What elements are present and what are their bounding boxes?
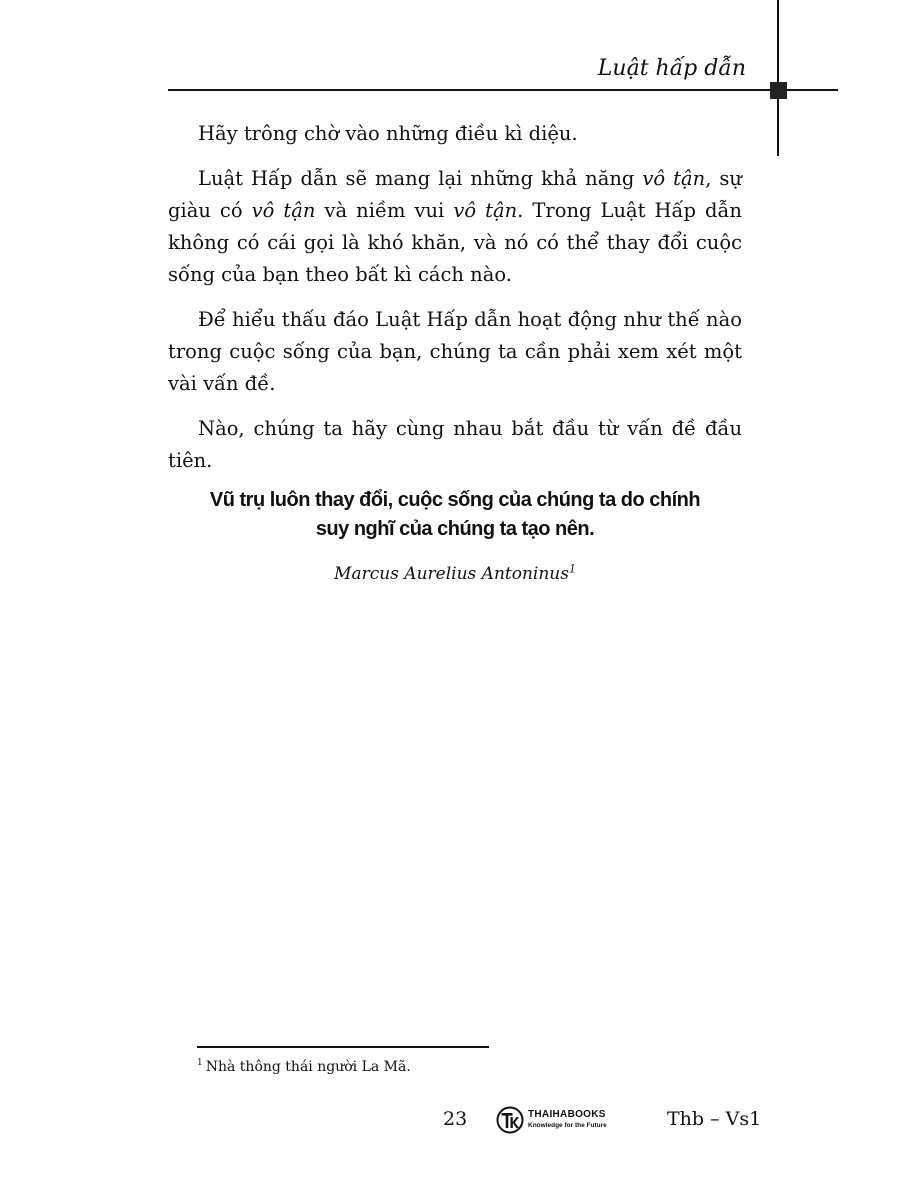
paragraph-3: Để hiểu thấu đáo Luật Hấp dẫn hoạt động như thế nào trong cuộc sống của bạn, chúng ta cần phải xem xét một vài vấn đề. <box>168 308 742 395</box>
footnote-marker: 1 <box>197 1058 203 1069</box>
quote-line-1: Vũ trụ luôn thay đổi, cuộc sống của chúng ta do chính <box>209 489 701 511</box>
paragraph-2-text: và niềm vui <box>315 199 454 222</box>
paragraph-2 <box>168 163 742 291</box>
emphasis-vo-tan-2: vô tận <box>251 199 316 222</box>
paragraph-1: Hãy trông chờ vào những điều kì diệu. <box>198 122 578 145</box>
epigraph-quote <box>168 486 742 544</box>
crop-mark-vertical <box>777 0 779 156</box>
footnote-reference[interactable]: 1 <box>568 562 576 576</box>
footnote-rule <box>197 1046 489 1048</box>
header-rule <box>168 89 838 91</box>
thaihabooks-logo-icon <box>496 1106 524 1134</box>
footnote <box>197 1059 411 1075</box>
body-text <box>168 118 742 490</box>
paragraph-2-text: . Trong Luật Hấp dẫn không có cái gọi là khó khăn, và nó có thể thay đổi cuộc sống của bạn theo bất kì cách nào. <box>168 199 742 286</box>
quote-author: Marcus Aurelius Antoninus <box>334 564 569 584</box>
page-number: 23 <box>443 1108 468 1130</box>
crop-mark-square <box>770 82 787 99</box>
emphasis-vo-tan-3: vô tận <box>453 199 518 222</box>
running-title: Luật hấp dẫn <box>597 56 746 81</box>
quote-line-2: suy nghĩ của chúng ta tạo nên. <box>315 518 595 540</box>
publisher-logo <box>496 1105 621 1135</box>
paragraph-2-text: Luật Hấp dẫn sẽ mang lại những khả năng <box>198 167 643 190</box>
publisher-tagline: Knowledge for the Future <box>528 1122 607 1129</box>
publisher-name: THAIHABOOKS <box>528 1109 606 1120</box>
emphasis-vo-tan-1: vô tận <box>642 167 706 190</box>
book-code: Thb – Vs1 <box>667 1108 762 1130</box>
paragraph-4: Nào, chúng ta hãy cùng nhau bắt đầu từ vấn đề đầu tiên. <box>168 417 742 472</box>
paragraph-2-text: , sự giàu có <box>168 167 742 222</box>
quote-attribution <box>168 564 742 584</box>
footnote-text: Nhà thông thái người La Mã. <box>205 1059 411 1075</box>
